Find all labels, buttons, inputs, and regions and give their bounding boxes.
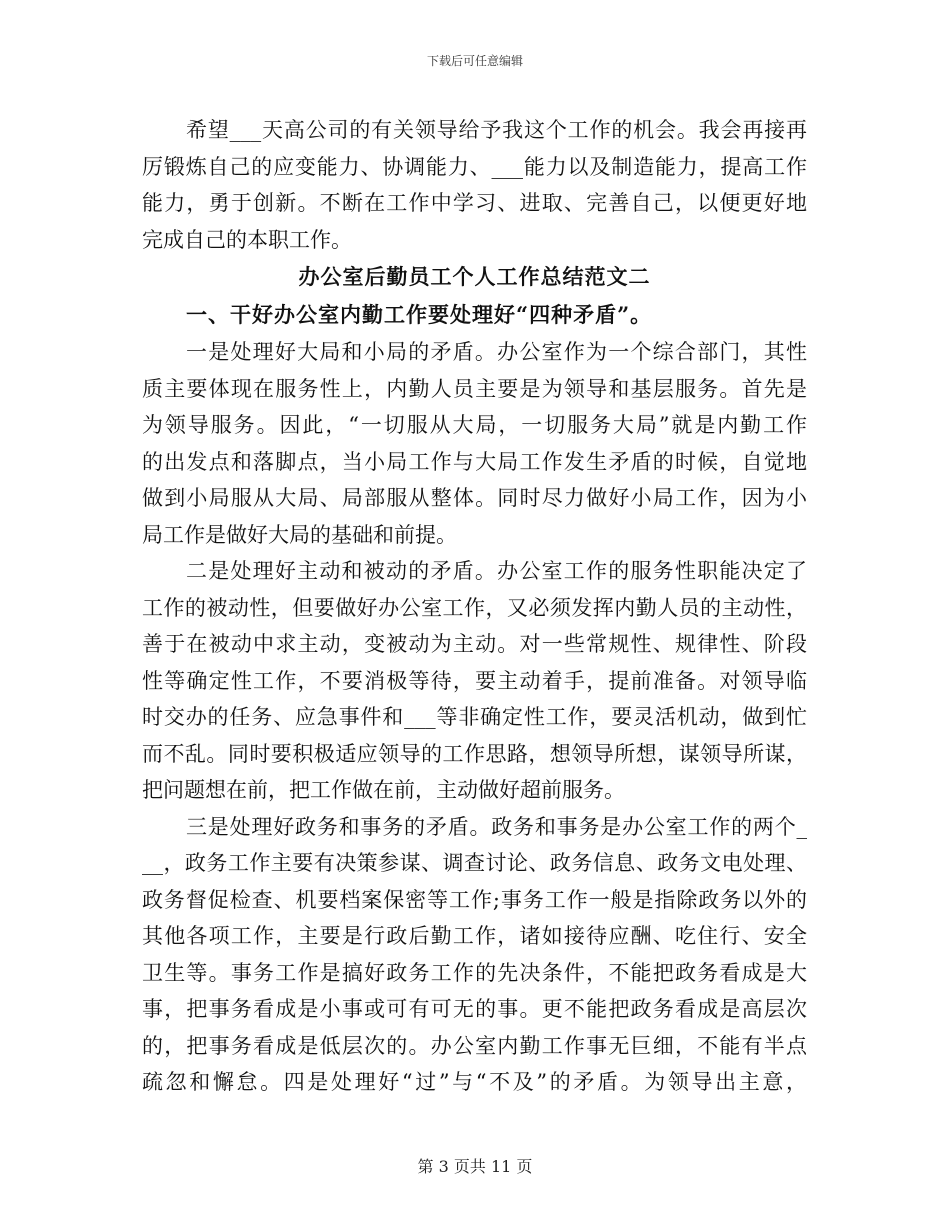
text-line: 而不乱。同时要积极适应领导的工作思路，想领导所想，谋领导所谋， — [142, 741, 807, 766]
text-line: 三是处理好政务和事务的矛盾。政务和事务是办公室工作的两个_ — [186, 814, 807, 839]
text-line: 能力，勇于创新。不断在工作中学习、进取、完善自己，以便更好地 — [142, 191, 807, 215]
text-line: 卫生等。事务工作是搞好政务工作的先决条件，不能把政务看成是大 — [142, 960, 807, 985]
text-line: 的，把事务看成是低层次的。办公室内勤工作事无巨细，不能有半点 — [142, 1033, 807, 1058]
text-line: 二是处理好主动和被动的矛盾。办公室工作的服务性职能决定了 — [186, 559, 807, 583]
paragraph — [142, 112, 807, 258]
text-line: 其他各项工作，主要是行政后勤工作，诸如接待应酬、吃住行、安全 — [142, 924, 807, 948]
page-number: 第 3 页共 11 页 — [417, 1157, 533, 1176]
paragraph — [142, 334, 807, 553]
page-header: 下载后可任意编辑 — [426, 54, 523, 68]
text-line: 一是处理好大局和小局的矛盾。办公室作为一个综合部门，其性 — [186, 340, 807, 364]
section-heading: 一、干好办公室内勤工作要处理好“四种矛盾”。 — [186, 302, 653, 327]
text-line: 局工作是做好大局的基础和前提。 — [142, 522, 457, 547]
text-line: 政务督促检查、机要档案保密等工作;事务工作一般是指除政务以外的 — [142, 887, 807, 912]
text-line: 把问题想在前，把工作做在前，主动做好超前服务。 — [142, 778, 625, 802]
paragraph — [142, 553, 807, 809]
text-line: __，政务工作主要有决策参谋、调查讨论、政务信息、政务文电处理、 — [142, 851, 807, 875]
text-line: 善于在被动中求主动，变被动为主动。对一些常规性、规律性、阶段 — [142, 632, 807, 656]
document-title: 办公室后勤员工个人工作总结范文二 — [298, 264, 651, 289]
text-line: 质主要体现在服务性上，内勤人员主要是为领导和基层服务。首先是 — [142, 376, 807, 401]
text-line: 希望___天高公司的有关领导给予我这个工作的机会。我会再接再 — [186, 118, 807, 142]
text-line: 厉锻炼自己的应变能力、协调能力、___能力以及制造能力，提高工作 — [142, 154, 807, 179]
text-line: 完成自己的本职工作。 — [142, 227, 352, 252]
document-body — [142, 112, 807, 1101]
text-line: 疏忽和懈怠。四是处理好“过”与“不及”的矛盾。为领导出主意， — [142, 1070, 807, 1094]
text-line: 工作的被动性，但要做好办公室工作，又必须发挥内勤人员的主动性， — [142, 595, 807, 620]
text-line: 为领导服务。因此，“一切服从大局，一切服务大局”就是内勤工作 — [142, 413, 807, 437]
text-line: 性等确定性工作，不要消极等待，要主动着手，提前准备。对领导临 — [142, 668, 807, 693]
text-line: 时交办的任务、应急事件和___等非确定性工作，要灵活机动，做到忙 — [142, 705, 807, 729]
paragraph — [142, 809, 807, 1101]
text-line: 做到小局服从大局、局部服从整体。同时尽力做好小局工作，因为小 — [142, 486, 807, 510]
text-line: 的出发点和落脚点，当小局工作与大局工作发生矛盾的时候，自觉地 — [142, 449, 807, 474]
text-line: 事，把事务看成是小事或可有可无的事。更不能把政务看成是高层次 — [142, 997, 807, 1021]
